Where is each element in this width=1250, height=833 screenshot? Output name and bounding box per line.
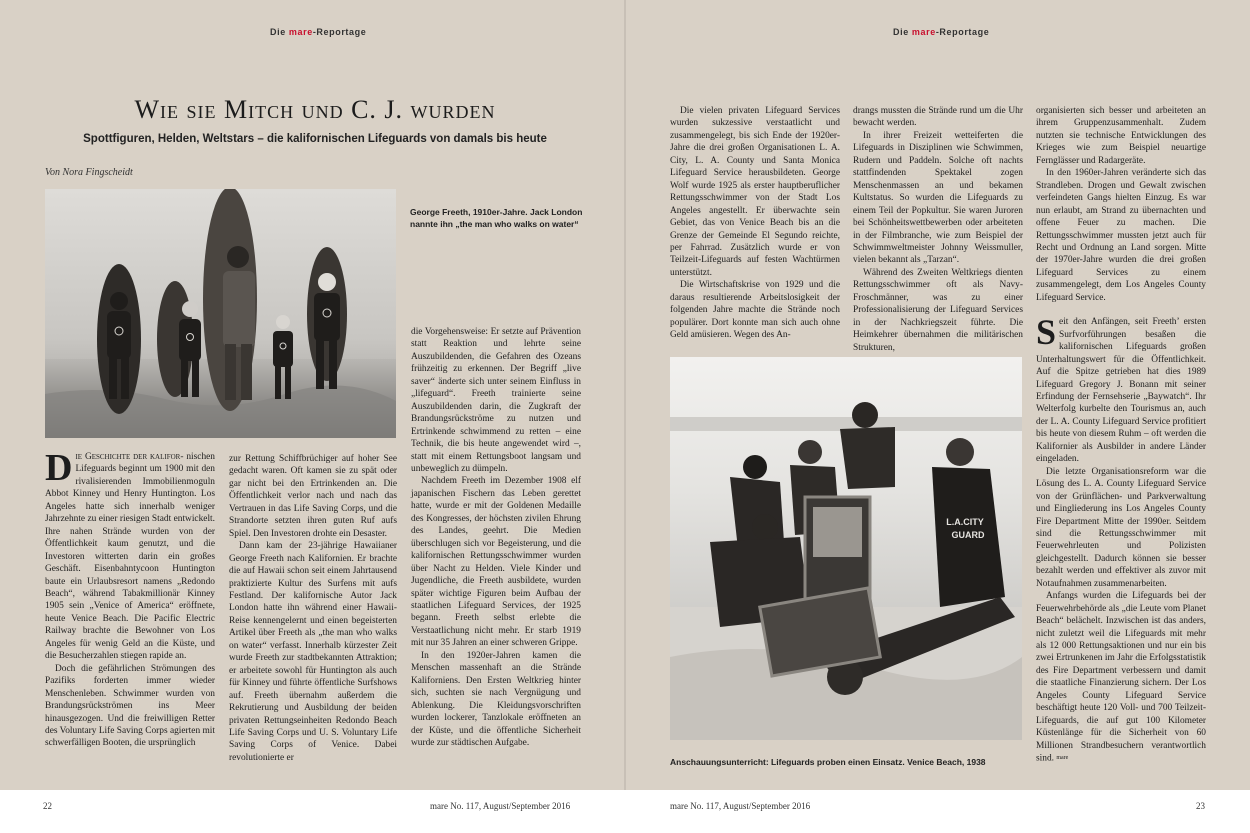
text-column-1: [45, 447, 215, 750]
paragraph: Doch die gefährlichen Strömungen des Pazifiks forderten immer wieder Menschenleben. Schwimmer wurden von Brandungsrückströmen ins Meer hinausgezogen. Und die freiwilligen Retter des Voluntary Life Saving Corps agierten mit schwerfälligen Booten, die ursprünglich: [45, 663, 215, 749]
center-gutter: [624, 0, 626, 833]
photo-lifeguards-venice-beach: [670, 357, 1022, 740]
text-column-4: [670, 105, 840, 342]
page-number-right: 23: [1196, 801, 1205, 811]
byline: Von Nora Fingscheidt: [45, 167, 133, 178]
drop-cap: D: [45, 447, 73, 489]
text-column-5: [853, 105, 1023, 354]
text-column-3: [411, 326, 581, 749]
text-column-2: [229, 453, 397, 764]
paragraph: Die letzte Organisationsreform war die Lösung des L. A. County Lifeguard Service von der Grünflächen- und Parkverwaltung und Eingliederung ins Los Angeles County Fire Department Mitte der 1990er. Seitdem sind die Rettungsschwimmer mit Feuerwehrleuten und Polizisten gleichgestellt. Dadurch können sie besser bezahlt werden und effektiver als zuvor mit Notaufnahmen zusammenarbeiten.: [1036, 466, 1206, 589]
paragraph: zur Rettung Schiffbrüchiger auf hoher See gedacht waren. Oft kamen sie zu spät oder gar nicht bei den Ertrinkenden an. Die Öffentlichkeit verlor nach und nach das Vertrauen in das Life Saving Corps, und die Strandorte setzten ihren guten Ruf aufs Spiel. Den Investoren drohte ein Desaster.: [229, 454, 397, 539]
caption-photo1: George Freeth, 1910er-Jahre. Jack London nannte ihn „the man who walks on water“: [410, 207, 583, 229]
paragraph: Seit den Anfängen, seit Freeth’ ersten Surfvorführungen besaßen die kalifornischen Lifeguards großen Unterhaltungswert für die Öffentlichkeit. Auf die Spitze getrieben hat dies 1989 Lifeguard Gregory J. Bonann mit seiner Erfindung der Fernsehserie „Baywatch“. Ihr Welterfolg kurbelte den Tourismus an, auch der L. A. County Lifeguard Service profitiert bis heute von diesem Ruhm – oft werden die Kalifornier als Ausbilder in andere Länder eingeladen.: [1036, 312, 1206, 465]
page-number-left: 22: [43, 801, 52, 811]
paragraph: drangs mussten die Strände rund um die Uhr bewacht werden.: [853, 106, 1023, 129]
paragraph: In den 1920er-Jahren kamen die Menschen massenhaft an die Strände Kaliforniens. Den Ersten Weltkrieg hinter sich, suchten sie nach Vergnügung und Ablenkung. Die Kleidungsvorschriften wurden lockerer, Tanzlokale eröffneten an der Küste, und die öffentliche Sicherheit wurde zur städtischen Aufgabe.: [411, 650, 581, 748]
paragraph: Nachdem Freeth im Dezember 1908 elf japanischen Fischern das Leben gerettet hatte, wurde er mit der Goldenen Medaille des Kongresses, der höchsten zivilen Ehrung des Landes, geehrt. Die Medien überschlugen sich vor Begeisterung, und die kalifornischen Rettungsschwimmer wurden über Nacht zu Helden. Viele Kinder und Jugendliche, die Freeth ausbildete, wurden später wichtige Figuren beim Aufbau der staatlichen Lifeguard Services, der 1925 begann. Freeth selbst erlebte die Verstaatlichung nicht mehr. Er starb 1919 mit nur 35 Jahren an einer schweren Grippe.: [411, 476, 581, 649]
paragraph: Die Geschichte der kalifor- nischen Lifeguards beginnt um 1900 mit den rivalisierenden Immobilienmoguln Abbot Kinney und Henry Huntington. Los Angeles hatte sich innerhalb weniger Jahrzehnte zu einer riesigen Stadt entwickelt. Ihre nahen Strände wurden von der Öffentlichkeit kaum genutzt, und die Investoren witterten darin ein großes Geschäft. Eisenbahntycoon Huntington baute ein Urlaubsresort namens „Redondo Beach“, während Tabakmillionär Kinney 1905 sein „Venice of America“ eröffnete, heute Venice Beach. Die Pacific Electric Railway brachte die Bewohner von Los Angeles für wenig Geld an die Küste, und die Besucherzahlen stiegen rapide an.: [45, 447, 215, 662]
paragraph: In ihrer Freizeit wetteiferten die Lifeguards in Disziplinen wie Schwimmen, Rudern und Paddeln. Solche oft nachts stattfindenden Spektakel zogen Menschenmassen an und bekamen Kultstatus. So wurden die Lifeguards zu einem Teil der Popkultur. Sie waren Juroren bei Schönheitswettbewerben oder arbeiteten in der Filmbranche, wie zum Beispiel der Schwimmweltmeister Johnny Weissmuller, vielen bekannt als „Tarzan“.: [853, 130, 1023, 266]
paragraph: Die Wirtschaftskrise von 1929 und die daraus resultierende Arbeitslosigkeit der folgenden Jahre machte die Strände noch populärer. Dort konnte man sich auch ohne Geld amüsieren. Wegen des An-: [670, 280, 840, 341]
running-head-right: Die mare-Reportage: [893, 27, 990, 37]
caption-photo2: Anschauungsunterricht: Lifeguards proben einen Einsatz. Venice Beach, 1938: [670, 757, 986, 767]
end-mark: mare: [1056, 755, 1069, 762]
photo-freeth-surfboards: [45, 189, 396, 438]
running-head-left: Die mare-Reportage: [270, 27, 367, 37]
paragraph: die Vorgehensweise: Er setzte auf Prävention statt Reaktion und lehrte seine Auszubildenden, die Gefahren des Ozeans frühzeitig zu erkennen. Der Begriff „live saver“ änderte sich unter seinem Einfluss in „lifeguard“. Freeth trainierte seine Auszubildenden darin, die Zugkraft der Brandungsrückströme zu nutzen und Ertrinkende schwimmend zu retten – eine Technik, die bis heute angewendet wird –, statt mit einem Rettungsboot langsam und unbeweglich zu dümpeln.: [411, 327, 581, 474]
paragraph: Während des Zweiten Weltkriegs dienten Rettungsschwimmer oft als Navy-Froschmänner, was zu einer Professionalisierung der Lifeguard Services in der Nachkriegszeit führte. Die Heimkehrer übernahmen die militärischen Strukturen,: [853, 267, 1023, 353]
paragraph: Die vielen privaten Lifeguard Services wurden sukzessive verstaatlicht und zusammengelegt, bis sich Ende der 1920er-Jahre die drei großen Organisationen L. A. City, L. A. County und Santa Monica Lifeguard Service herausbildeten. George Wolf wurde 1925 als erster hauptberuflicher Rettungsschwimmer von der Stadt Los Angeles angestellt. Er überwachte sein Gebiet, das von Venice Beach bis an die Grenze der Gemeinde El Segundo reichte, per Fahrrad. Zusätzlich wurde er von Teilzeit-Lifeguards auf festen Wachtürmen unterstützt.: [670, 106, 840, 278]
issue-line-right: mare No. 117, August/September 2016: [670, 801, 811, 811]
paragraph: organisierten sich besser und arbeiteten an ihrem Gruppenzusammenhalt. Zudem nutzten sie technische Entwicklungen des Krieges wie zum Beispiel neuartige Fernglässer und Radargeräte.: [1036, 106, 1206, 166]
drop-cap: S: [1036, 312, 1057, 353]
paragraph: Anfangs wurden die Lifeguards bei der Feuerwehrbehörde als „die Leute vom Planet Beach“ belächelt. Inzwischen ist das anders, nicht zuletzt weil die Lifeguards mit mehr als 12 000 Rettungsaktionen und nur ein bis zwei Ertrunkenen im Jahr die Erfolgsstatistik des Fire Department verbessern und damit die staatliche Finanzierung sichern. Der Los Angeles County Lifeguard Service beschäftigt heute 120 Voll- und 700 Teilzeit-Lifeguards, die auf gut 100 Kilometer Küstenlänge für die Sicherheit von 60 Millionen Strandbesuchern verantwortlich sind. mare: [1036, 591, 1206, 764]
article-title: Wie sie Mitch und C. J. wurden: [134, 95, 496, 124]
issue-line-left: mare No. 117, August/September 2016: [430, 801, 571, 811]
jersey-text-city: L.A.CITY: [946, 517, 984, 527]
article-subtitle: Spottfiguren, Helden, Weltstars – die kalifornischen Lifeguards von damals bis heute: [83, 133, 547, 145]
paragraph: In den 1960er-Jahren veränderte sich das Strandleben. Drogen und Gewalt zwischen verfeindeten Gangs hielten Einzug. Es war nun erlaubt, am Strand zu übernachten und offene Feuer zu machen. Die Rettungsschwimmer mussten jetzt auch für Recht und Ordnung an Land sorgen. Mitte der 1970er-Jahre wurden die drei großen Lifeguard Services zu einem zusammengelegt, dem Los Angeles County Lifeguard Service.: [1036, 168, 1206, 303]
footer-band: [0, 790, 1250, 833]
text-column-6: [1036, 105, 1206, 765]
jersey-text-guard: GUARD: [951, 530, 985, 540]
paragraph: Dann kam der 23-jährige Hawaiianer George Freeth nach Kalifornien. Er brachte die auf Hawaii schon seit einem Jahrtausend praktizierte Kultur des Surfens mit aufs Festland. Der kalifornische Autor Jack London hatte ihn während einer Hawaii-Reise kennengelernt und einen begeisterten Artikel über Freeth als „the man who walks on water“ verfasst. Innerhalb kürzester Zeit wurde Freeth zur stadtbekannten Attraktion; er arbeitete sowohl für Huntington als auch für Kinney und führte öffentliche Surfshows auf. Freeth übernahm außerdem die Rekrutierung und Ausbildung der beiden privaten Rettungseinheiten Redondo Beach Life Saving Corps und U. S. Voluntary Life Saving Corps of Venice. Dabei revolutionierte er: [229, 541, 397, 763]
